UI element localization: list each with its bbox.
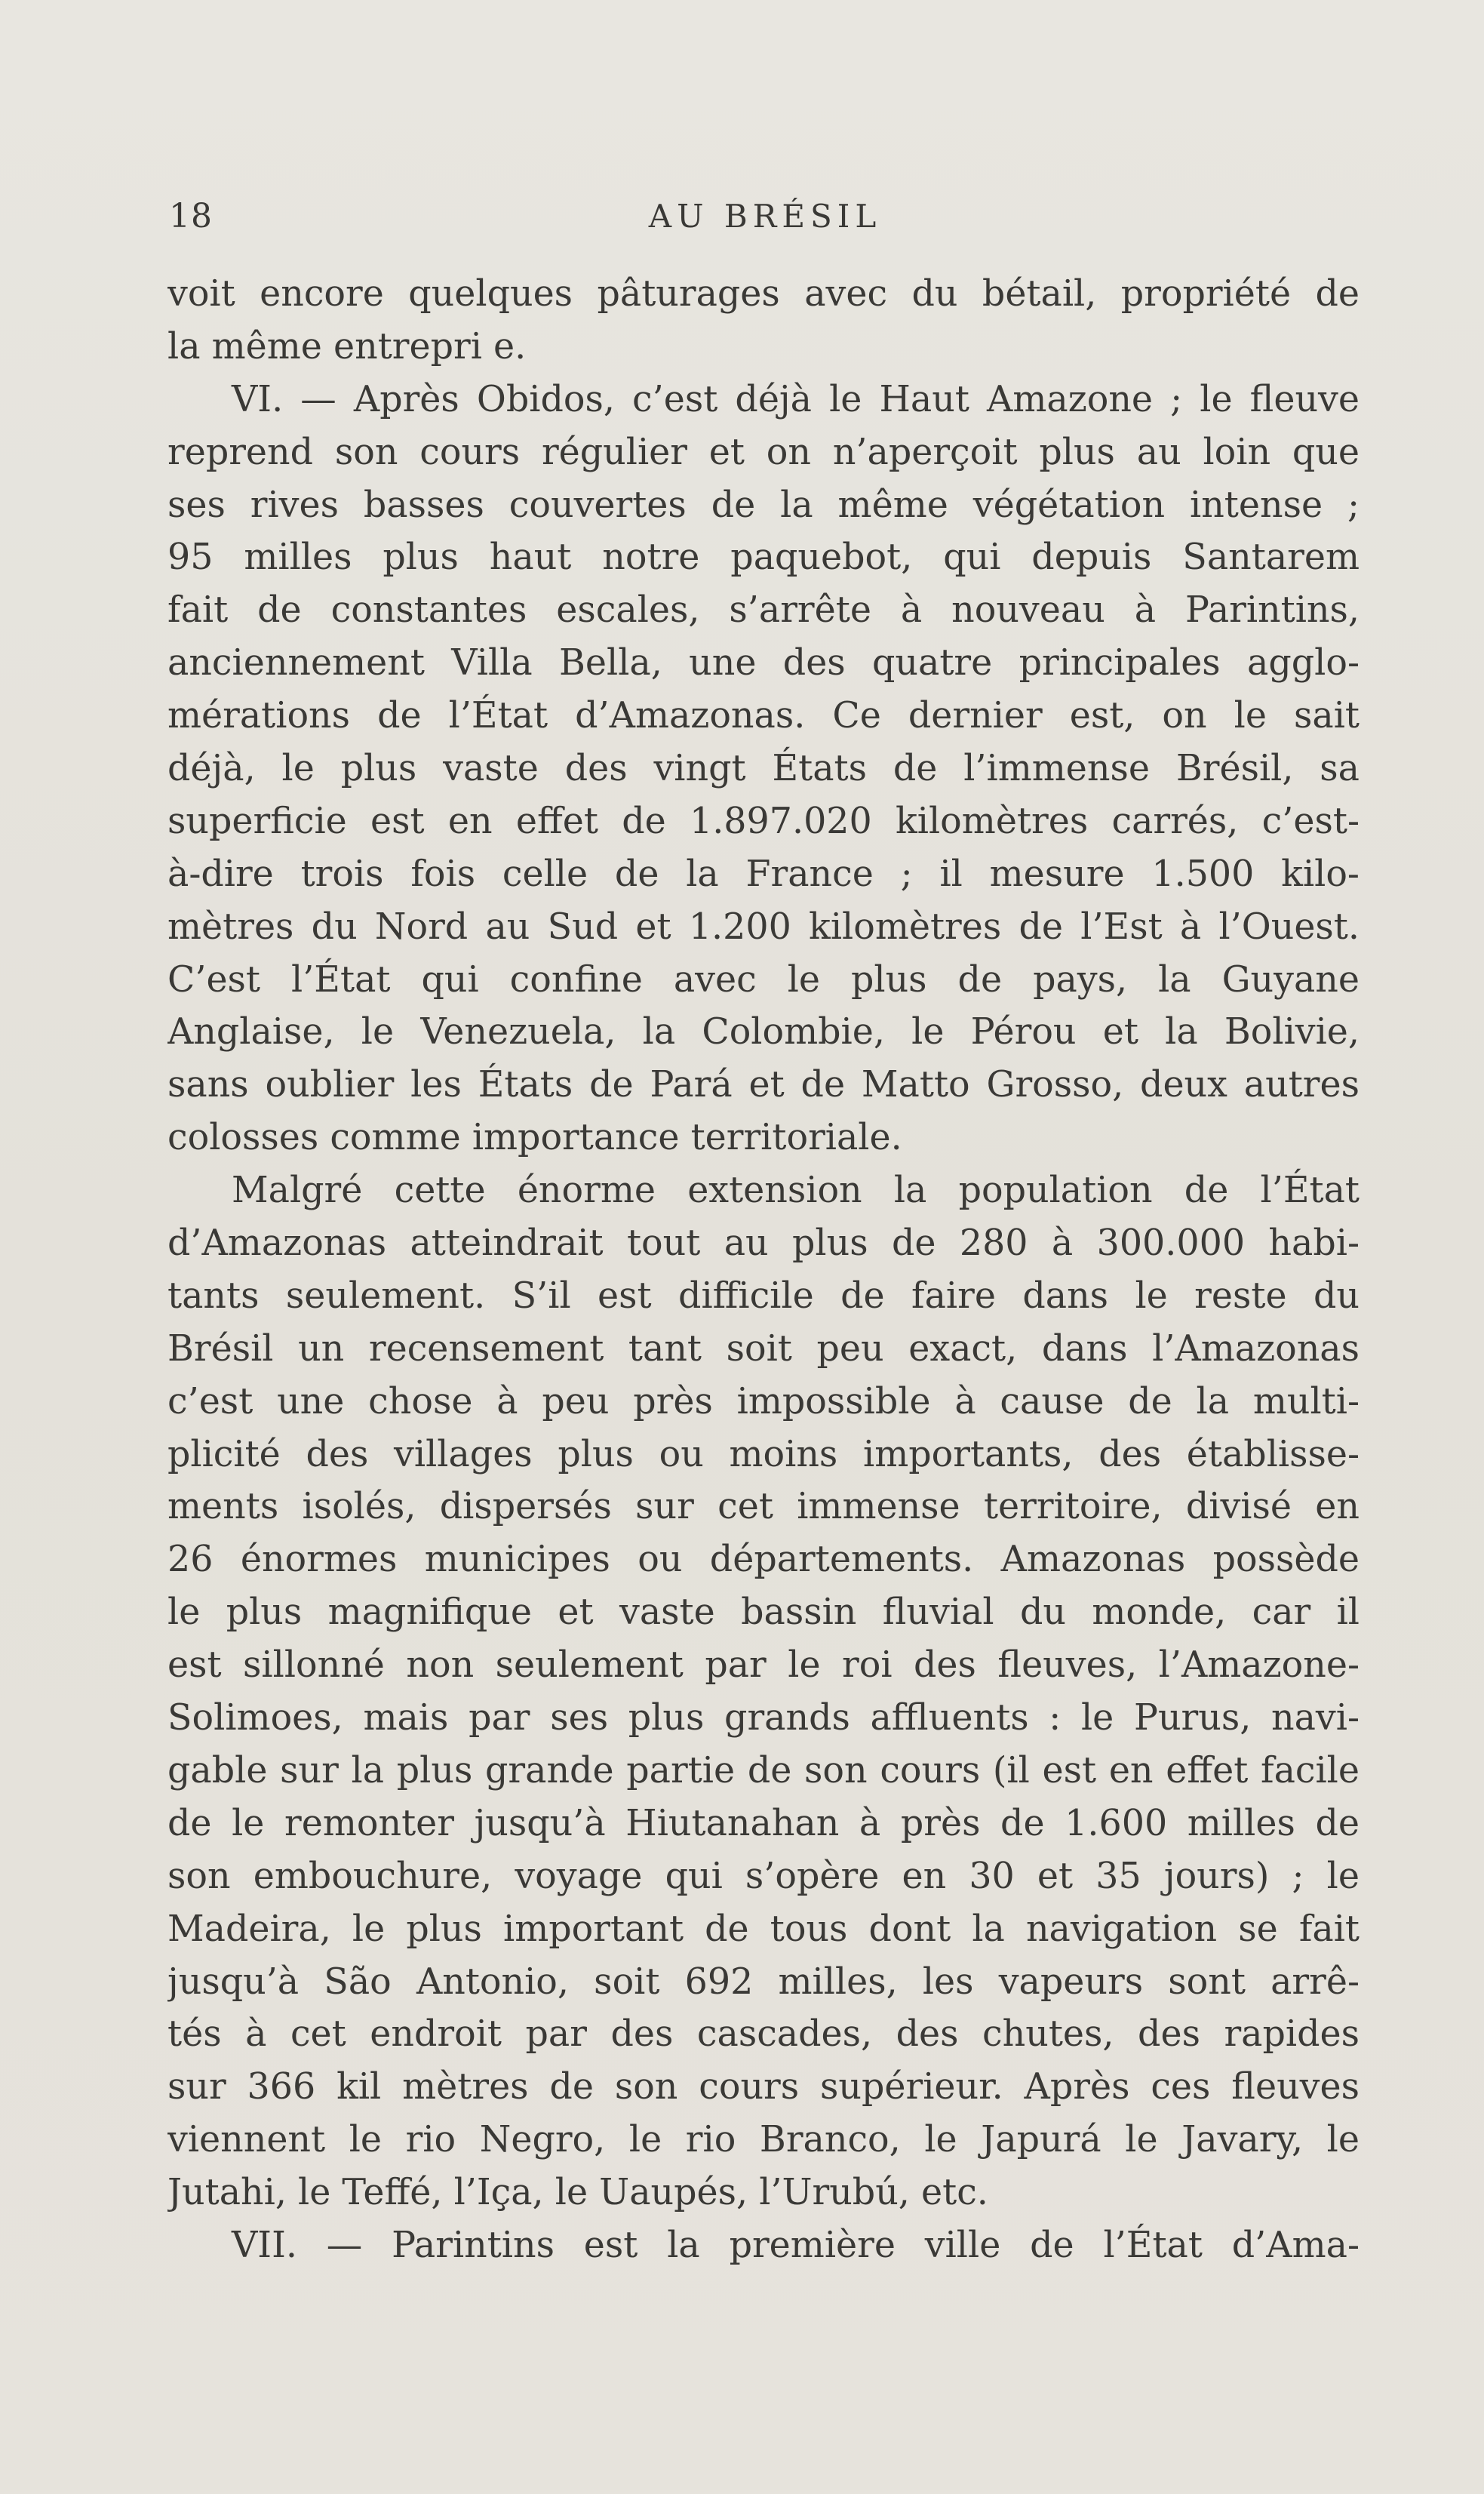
text-line: c’est une chose à peu près impossible à cause de la multi- bbox=[167, 1380, 1360, 1422]
text-line: à-dire trois fois celle de la France ; il mesure 1.500 kilo- bbox=[167, 853, 1360, 895]
text-line: 26 énormes municipes ou départements. Amazonas possède bbox=[167, 1539, 1360, 1581]
page-number: 18 bbox=[169, 197, 213, 235]
text-line: sans oublier les États de Pará et de Matto Grosso, deux autres bbox=[167, 1064, 1360, 1106]
text-line: superficie est en effet de 1.897.020 kilomètres carrés, c’est- bbox=[167, 800, 1360, 842]
text-line: VII. — Parintins est la première ville de l’État d’Ama- bbox=[232, 2224, 1360, 2266]
text-line: Jutahi, le Teffé, l’Iça, le Uaupés, l’Urubú, etc. bbox=[167, 2172, 988, 2214]
text-line: tés à cet endroit par des cascades, des chutes, des rapides bbox=[167, 2013, 1360, 2056]
text-line: anciennement Villa Bella, une des quatre principales agglo- bbox=[167, 642, 1360, 684]
text-line: sur 366 kil mètres de son cours supérieur. Après ces fleuves bbox=[167, 2066, 1360, 2108]
text-line: d’Amazonas atteindrait tout au plus de 280 à 300.000 habi- bbox=[167, 1222, 1360, 1265]
text-line: mètres du Nord au Sud et 1.200 kilomètres de l’Est à l’Ouest. bbox=[167, 906, 1360, 948]
text-line: Solimoes, mais par ses plus grands affluents : le Purus, navi- bbox=[167, 1697, 1360, 1739]
text-line: Malgré cette énorme extension la population de l’État bbox=[232, 1170, 1360, 1212]
text-line: la même entrepri e. bbox=[167, 325, 527, 367]
text-line: C’est l’État qui confine avec le plus de pays, la Guyane bbox=[167, 958, 1360, 1001]
text-line: ments isolés, dispersés sur cet immense territoire, divisé en bbox=[167, 1486, 1360, 1528]
text-line: plicité des villages plus ou moins importants, des établisse- bbox=[167, 1433, 1360, 1475]
text-line: Madeira, le plus important de tous dont la navigation se fait bbox=[167, 1908, 1360, 1950]
text-line: ses rives basses couvertes de la même végétation intense ; bbox=[167, 484, 1360, 526]
text-line: Brésil un recensement tant soit peu exact, dans l’Amazonas bbox=[167, 1327, 1360, 1370]
text-line: fait de constantes escales, s’arrête à nouveau à Parintins, bbox=[167, 589, 1360, 632]
text-line: gable sur la plus grande partie de son cours (il est en effet facile bbox=[167, 1749, 1360, 1791]
text-line: voit encore quelques pâturages avec du bétail, propriété de bbox=[167, 273, 1360, 315]
text-line: VI. — Après Obidos, c’est déjà le Haut Amazone ; le fleuve bbox=[232, 378, 1360, 420]
text-line: est sillonné non seulement par le roi des fleuves, l’Amazone- bbox=[167, 1644, 1360, 1687]
text-line: 95 milles plus haut notre paquebot, qui depuis Santarem bbox=[167, 537, 1360, 579]
text-line: Anglaise, le Venezuela, la Colombie, le Pérou et la Bolivie, bbox=[167, 1011, 1360, 1053]
text-line: tants seulement. S’il est difficile de faire dans le reste du bbox=[167, 1275, 1360, 1317]
text-line: reprend son cours régulier et on n’aperçoit plus au loin que bbox=[167, 431, 1360, 473]
text-line: viennent le rio Negro, le rio Branco, le Japurá le Javary, le bbox=[167, 2119, 1360, 2161]
text-line: jusqu’à São Antonio, soit 692 milles, les vapeurs sont arrê- bbox=[167, 1960, 1360, 2003]
running-title: AU BRÉSIL bbox=[648, 198, 882, 235]
text-line: de le remonter jusqu’à Hiutanahan à près de 1.600 milles de bbox=[167, 1802, 1360, 1844]
text-line: mérations de l’État d’Amazonas. Ce dernier est, on le sait bbox=[167, 695, 1360, 737]
body-text bbox=[167, 268, 1360, 2272]
text-line: le plus magnifique et vaste bassin fluvial du monde, car il bbox=[167, 1591, 1360, 1634]
text-line: son embouchure, voyage qui s’opère en 30 et 35 jours) ; le bbox=[167, 1855, 1360, 1897]
text-line: colosses comme importance territoriale. bbox=[167, 1117, 902, 1159]
text-line: déjà, le plus vaste des vingt États de l’immense Brésil, sa bbox=[167, 748, 1360, 790]
page-header bbox=[169, 198, 1361, 235]
